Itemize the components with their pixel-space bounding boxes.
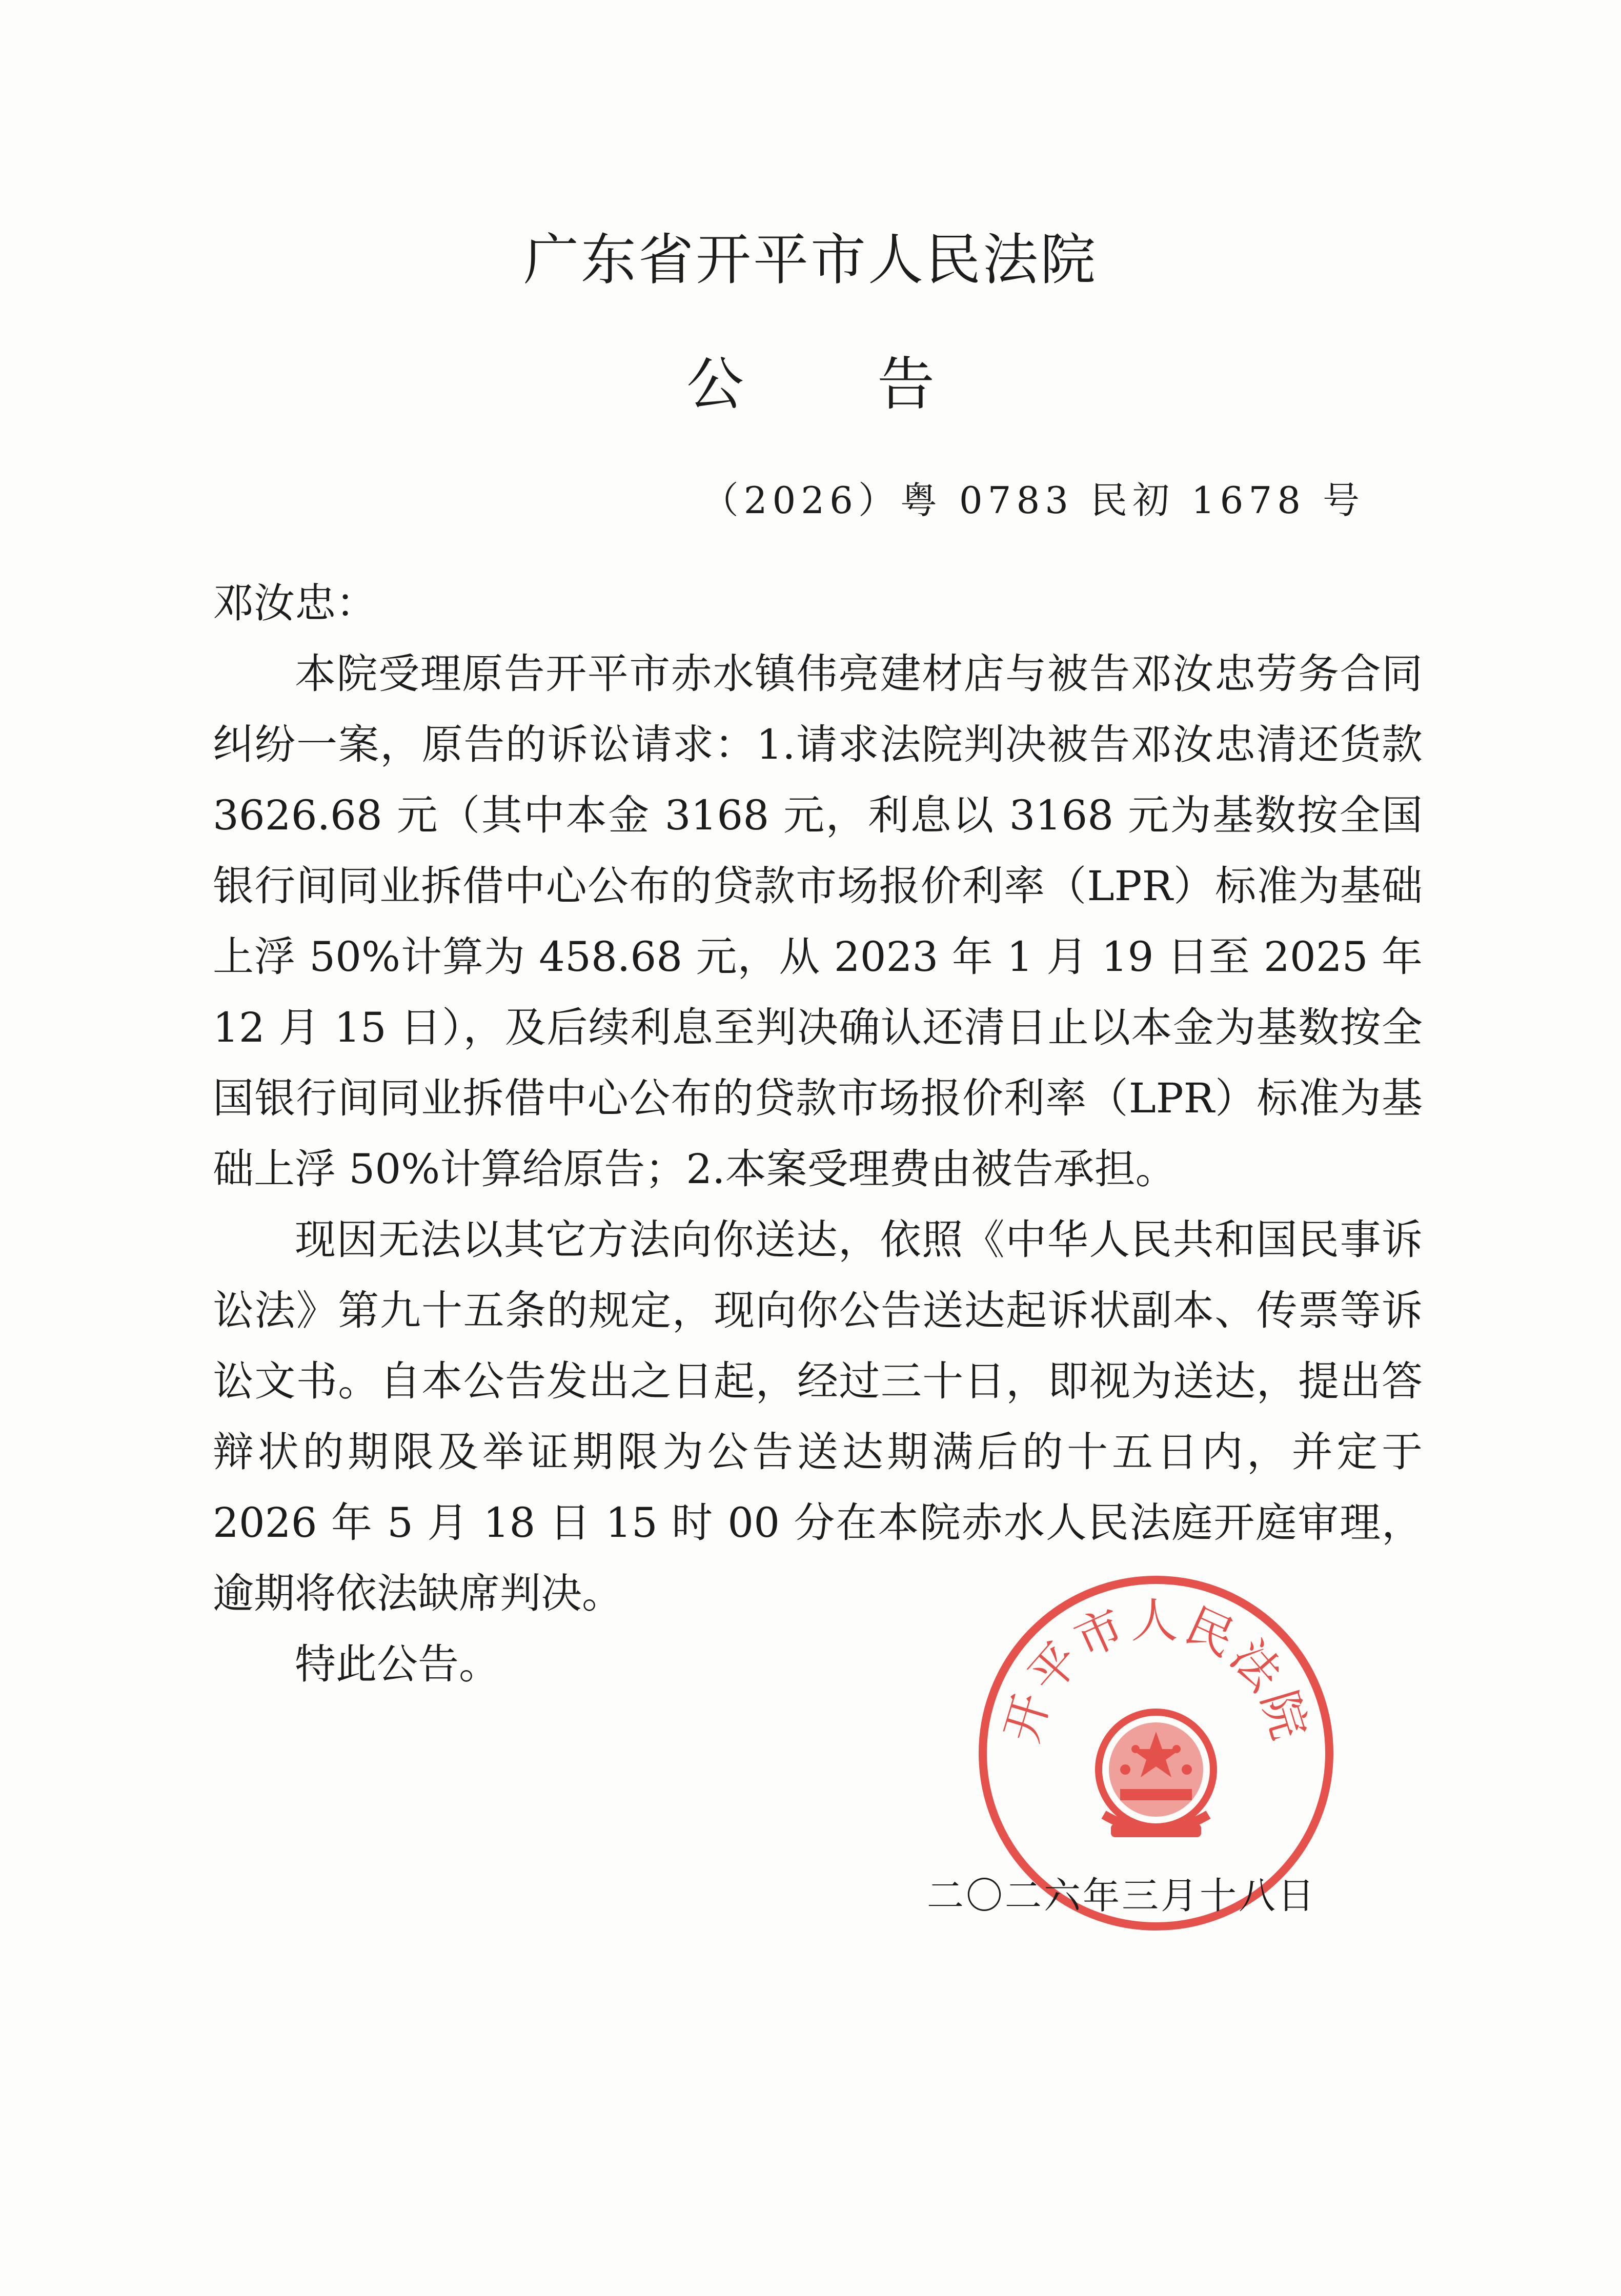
seal-text: 开平市人民法院 [994, 1593, 1318, 1749]
document-title: 公告 [686, 351, 1068, 418]
service-paragraph: 现因无法以其它方法向你送达，依照《中华人民共和国民事诉讼法》第九十五条的规定，现向你公告送达起诉状副本、传票等诉讼文书。自本公告发出之日起，经过三十日，即视为送达，提出答辩状的期限及举证期限为公告送达期满后的十五日内，并定于 2026 年 5 月 18 日 15 时 00 分在本院赤水人民法庭开庭审理，逾期将依法缺席判决。 [213, 1216, 1423, 1617]
claim-paragraph: 本院受理原告开平市赤水镇伟亮建材店与被告邓汝忠劳务合同纠纷一案，原告的诉讼请求：1.请求法院判决被告邓汝忠清还货款 3626.68 元（其中本金 3168 元，利息以 3168 元为基数按全国银行间同业拆借中心公布的贷款市场报价利率（LPR）标准为基础上浮 50%计算为 458.68 元，从 2023 年 1 月 19 日至 2025 年 12 月 15 日），及后续利息至判决确认还清日止以本金为基数按全国银行间同业拆借中心公布的贷款市场报价利率（LPR）标准为基础上浮 50%计算给原告；2.本案受理费由被告承担。 [213, 650, 1423, 1193]
addressee: 邓汝忠： [213, 579, 377, 627]
case-number: （2026）粤 0783 民初 1678 号 [701, 479, 1365, 522]
issue-date: 二〇二六年三月十八日 [927, 1874, 1317, 1917]
national-emblem-icon [1099, 1712, 1213, 1837]
court-name: 广东省开平市人民法院 [523, 228, 1098, 292]
notice-body [213, 568, 1423, 1700]
closing-line: 特此公告。 [295, 1640, 500, 1688]
